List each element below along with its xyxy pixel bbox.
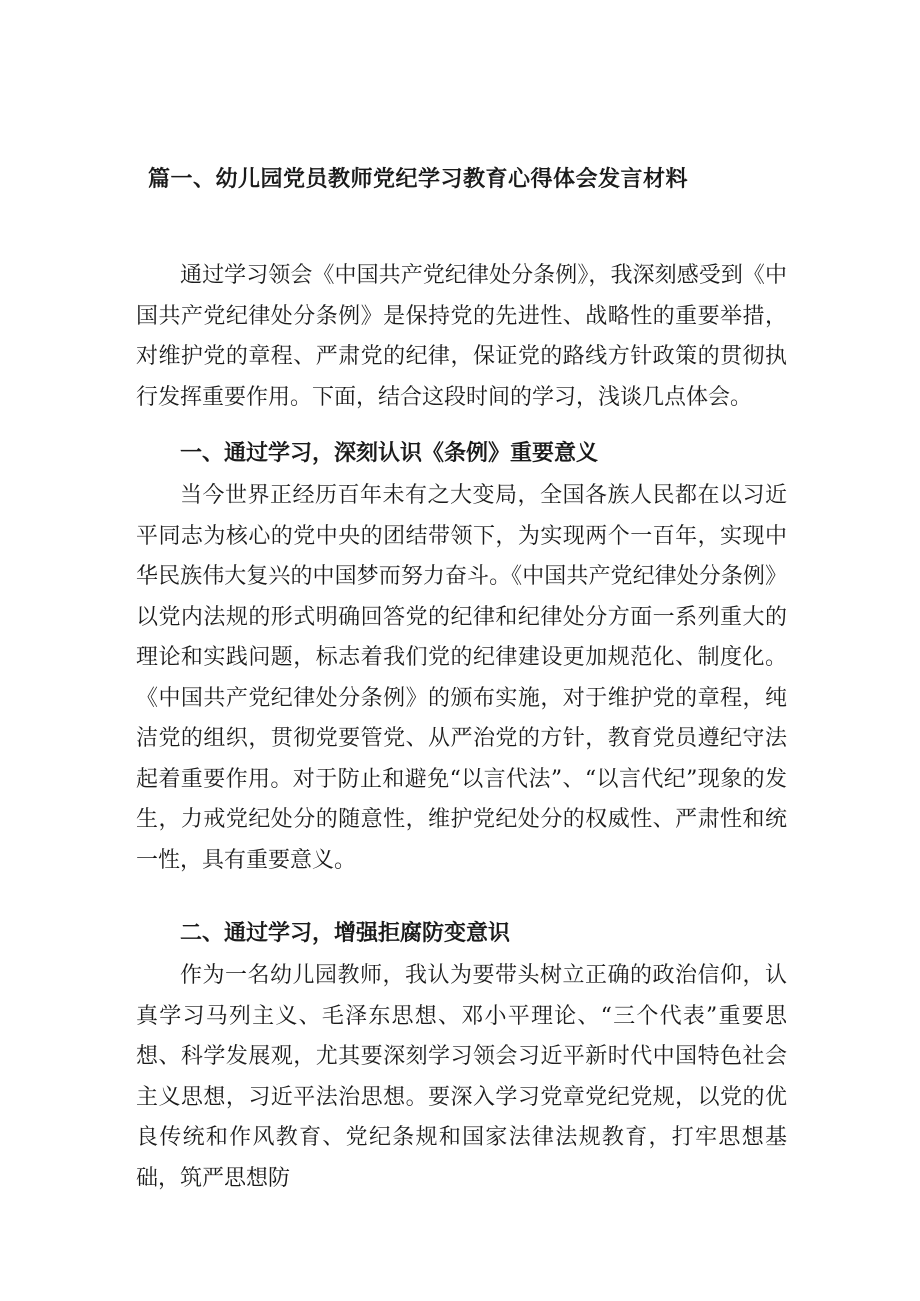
section-one-heading: 一、通过学习，深刻认识《条例》重要意义 — [180, 441, 599, 466]
section-one-paragraph: 当今世界正经历百年未有之大变局，全国各族人民都在以习近平同志为核心的党中央的团结带领下，为实现两个一百年，实现中华民族伟大复兴的中国梦而努力奋斗。《中国共产党纪律处分条例》以党内法规的形式明确回答党的纪律和纪律处分方面一系列重大的理论和实践问题，标志着我们党的纪律建设更加规范化、制度化。《中国共产党纪律处分条例》的颁布实施，对于维护党的章程，纯洁党的组织，贯彻党要管党、从严治党的方针，教育党员遵纪守法起着重要作用。对于防止和避免“以言代法”、“以言代纪”现象的发生，力戒党纪处分的随意性，维护党纪处分的权威性、严肃性和统一性，具有重要意义。 — [136, 483, 787, 873]
document-title: 篇一、幼儿园党员教师党纪学习教育心得体会发言材料 — [148, 167, 689, 192]
section-two-heading: 二、通过学习，增强拒腐防变意识 — [180, 921, 511, 946]
section-two-paragraph: 作为一名幼儿园教师，我认为要带头树立正确的政治信仰，认真学习马列主义、毛泽东思想、邓小平理论、“三个代表”重要思想、科学发展观，尤其要深刻学习领会习近平新时代中国特色社会主义思想，习近平法治思想。要深入学习党章党纪党规，以党的优良传统和作风教育、党纪条规和国家法律法规教育，打牢思想基础，筑严思想防 — [136, 963, 787, 1191]
intro-paragraph: 通过学习领会《中国共产党纪律处分条例》，我深刻感受到《中国共产党纪律处分条例》是保持党的先进性、战略性的重要举措，对维护党的章程、严肃党的纪律，保证党的路线方针政策的贯彻执行发挥重要作用。下面，结合这段时间的学习，浅谈几点体会。 — [136, 263, 787, 410]
